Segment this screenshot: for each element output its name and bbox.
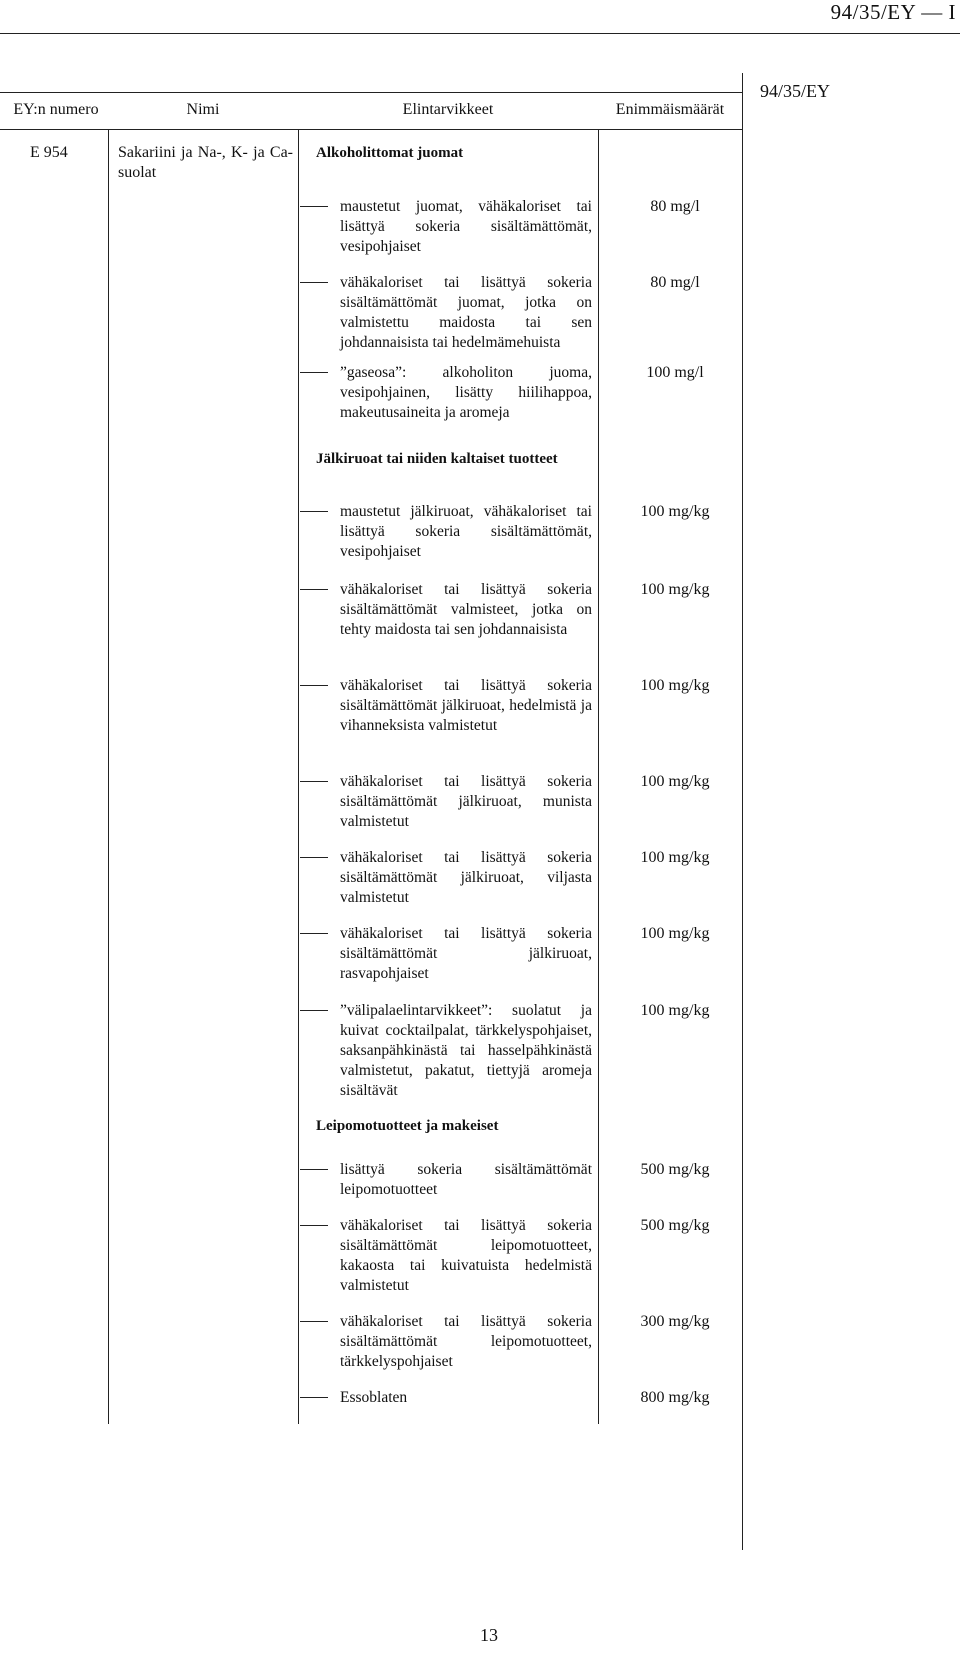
dash-mark [300, 1397, 328, 1398]
right-column-label: 94/35/EY [760, 81, 830, 101]
item-text: vähäkaloriset tai lisättyä sokeria sisältämättömät leipomotuotteet, tärkkelyspohjaiset [340, 1313, 592, 1370]
item-text: vähäkaloriset tai lisättyä sokeria sisältämättömät jälkiruoat, rasvapohjaiset [340, 925, 592, 982]
dash-mark [300, 511, 328, 512]
col-header-foodstuffs: Elintarvikkeet [402, 101, 494, 118]
col-header-max-levels: Enimmäismäärät [615, 101, 725, 118]
item-amount: 100 mg/kg [640, 925, 710, 942]
column-line [598, 129, 599, 1424]
item-amount: 100 mg/kg [640, 581, 710, 598]
additive-name: Sakariini ja Na-, K- ja Ca-suolat [118, 144, 293, 181]
item-text: maustetut jälkiruoat, vähäkaloriset tai lisättyä sokeria sisältämättömät, vesipohjaiset [340, 503, 592, 560]
item-text: ”gaseosa”: alkoholiton juoma, vesipohjainen, lisätty hiilihappoa, makeutusaineita ja aromeja [340, 364, 592, 421]
dash-mark [300, 857, 328, 858]
dash-mark [300, 282, 328, 283]
dash-mark [300, 1010, 328, 1011]
page-number: 13 [480, 1625, 498, 1645]
category-title: Alkoholittomat juomat [316, 145, 464, 161]
item-text: vähäkaloriset tai lisättyä sokeria sisältämättömät leipomotuotteet, kakaosta tai kuivatuista hedelmistä valmistetut [340, 1217, 592, 1294]
item-amount: 500 mg/kg [640, 1161, 710, 1178]
dash-mark [300, 589, 328, 590]
item-text: maustetut juomat, vähäkaloriset tai lisättyä sokeria sisältämättömät, vesipohjaiset [340, 198, 592, 255]
dash-mark [300, 933, 328, 934]
item-text: lisättyä sokeria sisältämättömät leipomotuotteet [340, 1161, 592, 1198]
item-text: vähäkaloriset tai lisättyä sokeria sisältämättömät juomat, jotka on valmistettu maidosta tai sen johdannaisista tai hedelmämehuista [340, 274, 592, 351]
category-title: Leipomotuotteet ja makeiset [316, 1118, 499, 1134]
dash-mark [300, 1169, 328, 1170]
item-amount: 100 mg/kg [640, 1002, 710, 1019]
item-amount: 100 mg/kg [640, 677, 710, 694]
item-text: vähäkaloriset tai lisättyä sokeria sisältämättömät jälkiruoat, munista valmistetut [340, 773, 592, 830]
dash-mark [300, 372, 328, 373]
column-line [298, 129, 299, 1424]
item-text: vähäkaloriset tai lisättyä sokeria sisältämättömät valmisteet, jotka on tehty maidosta tai sen johdannaisista [340, 581, 592, 638]
dash-mark [300, 781, 328, 782]
item-amount: 80 mg/l [650, 274, 700, 291]
table-header-top-rule [0, 92, 742, 93]
item-amount: 100 mg/l [646, 364, 704, 381]
col-header-name: Nimi [186, 101, 220, 118]
item-amount: 100 mg/kg [640, 503, 710, 520]
item-amount: 100 mg/kg [640, 849, 710, 866]
item-text: vähäkaloriset tai lisättyä sokeria sisältämättömät jälkiruoat, hedelmistä ja vihanneksista valmistetut [340, 677, 592, 734]
dash-mark [300, 1321, 328, 1322]
header-rule [0, 33, 960, 34]
running-header: 94/35/EY — I [830, 0, 956, 24]
item-text: ”välipalaelintarvikkeet”: suolatut ja kuivat cocktailpalat, tärkkelyspohjaiset, saksanpähkinästä tai hasselpähkinästä valmistetut, pakatut, tiettyjä aromeja sisältävät [340, 1002, 592, 1099]
dash-mark [300, 206, 328, 207]
category-title: Jälkiruoat tai niiden kaltaiset tuotteet [316, 451, 558, 467]
column-divider [742, 73, 743, 1550]
item-amount: 300 mg/kg [640, 1313, 710, 1330]
dash-mark [300, 1225, 328, 1226]
column-line [108, 129, 109, 1424]
item-amount: 80 mg/l [650, 198, 700, 215]
item-amount: 100 mg/kg [640, 773, 710, 790]
table-header-bottom-rule [0, 129, 742, 130]
col-header-number: EY:n numero [13, 101, 99, 118]
dash-mark [300, 685, 328, 686]
e-number: E 954 [30, 144, 68, 161]
item-text: vähäkaloriset tai lisättyä sokeria sisältämättömät jälkiruoat, viljasta valmistetut [340, 849, 592, 906]
item-text: Essoblaten [340, 1389, 408, 1406]
item-amount: 500 mg/kg [640, 1217, 710, 1234]
item-amount: 800 mg/kg [640, 1389, 710, 1406]
